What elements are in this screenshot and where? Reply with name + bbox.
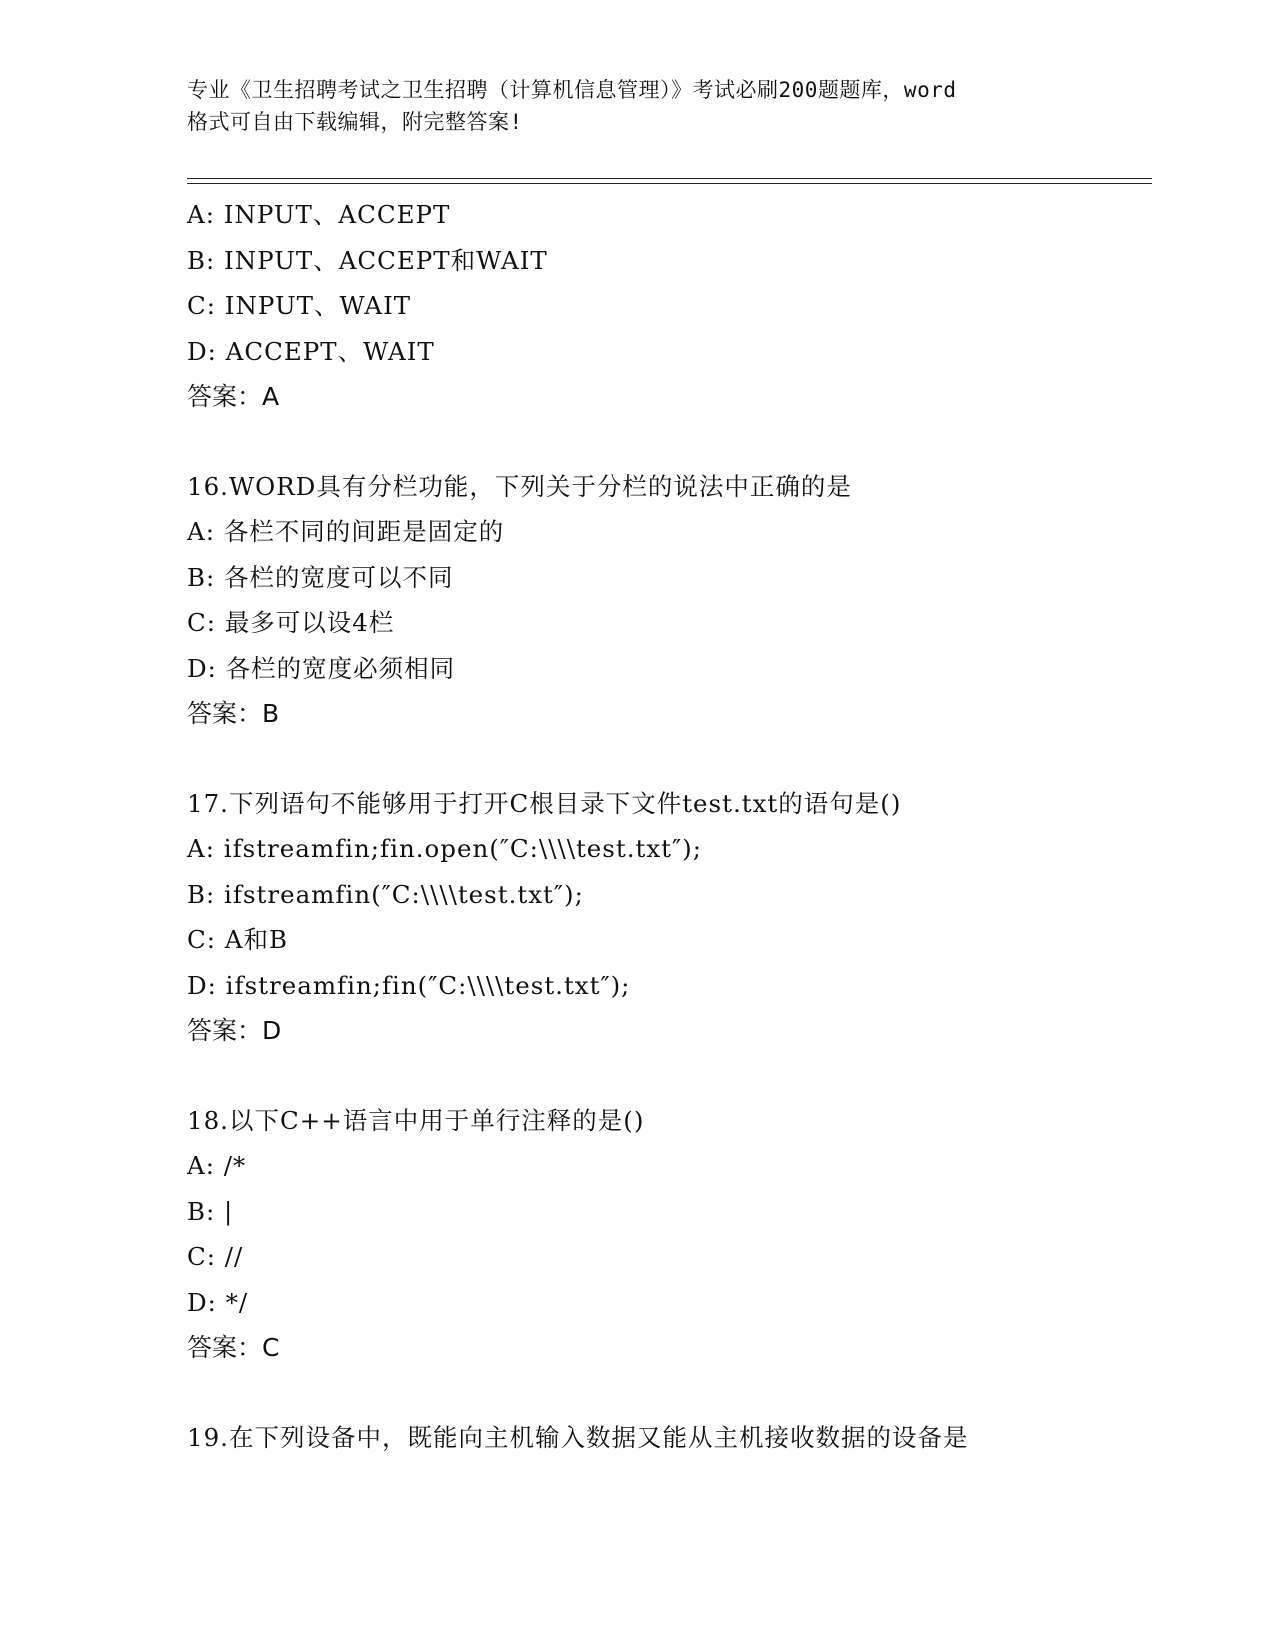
document-header	[187, 74, 1107, 138]
question-text: 18.以下C++语言中用于单行注释的是()	[187, 1105, 645, 1135]
option-c: C: INPUT、WAIT	[187, 291, 412, 320]
question-text: 19.在下列设备中，既能向主机输入数据又能从主机接收数据的设备是	[187, 1422, 969, 1452]
question-block-17	[187, 781, 1147, 1054]
header-divider-bottom	[187, 183, 1152, 184]
option-d: D: ifstreamfin;fin(″C:\\\\test.txt″);	[187, 970, 631, 1000]
option-a: A: 各栏不同的间距是固定的	[187, 517, 505, 546]
question-block-16	[187, 464, 1147, 737]
option-a: A: ifstreamfin;fin.open(″C:\\\\test.txt″);	[187, 834, 702, 863]
spacer	[187, 737, 1147, 781]
question-text: 17.下列语句不能够用于打开C根目录下文件test.txt的语句是()	[187, 788, 902, 818]
option-c: C: A和B	[187, 925, 288, 954]
option-b: B: 各栏的宽度可以不同	[187, 562, 454, 592]
answer-line: 答案：C	[187, 1333, 280, 1362]
answer-line: 答案：A	[187, 382, 280, 411]
option-d: D: 各栏的宽度必须相同	[187, 653, 456, 683]
spacer	[187, 1054, 1147, 1098]
option-b: B: INPUT、ACCEPT和WAIT	[187, 245, 548, 275]
header-line-1: 专业《卫生招聘考试之卫生招聘（计算机信息管理）》考试必刷200题题库，word	[187, 78, 957, 102]
option-a: A: INPUT、ACCEPT	[187, 200, 451, 229]
option-a: A: /*	[187, 1151, 247, 1180]
spacer	[187, 420, 1147, 464]
question-block-18	[187, 1098, 1147, 1371]
document-body	[187, 192, 1147, 1460]
header-divider-top	[187, 178, 1152, 179]
header-line-2: 格式可自由下载编辑，附完整答案!	[187, 110, 523, 134]
question-block-15	[187, 192, 1147, 420]
option-c: C: //	[187, 1242, 244, 1271]
answer-line: 答案：D	[187, 1016, 282, 1045]
option-d: D: ACCEPT、WAIT	[187, 336, 435, 366]
option-b: B: ifstreamfin(″C:\\\\test.txt″);	[187, 879, 584, 909]
option-d: D: */	[187, 1287, 249, 1317]
question-block-19	[187, 1415, 1147, 1461]
question-text: 16.WORD具有分栏功能，下列关于分栏的说法中正确的是	[187, 471, 852, 501]
answer-line: 答案：B	[187, 699, 280, 728]
option-c: C: 最多可以设4栏	[187, 608, 395, 637]
spacer	[187, 1371, 1147, 1415]
option-b: B: |	[187, 1196, 234, 1226]
